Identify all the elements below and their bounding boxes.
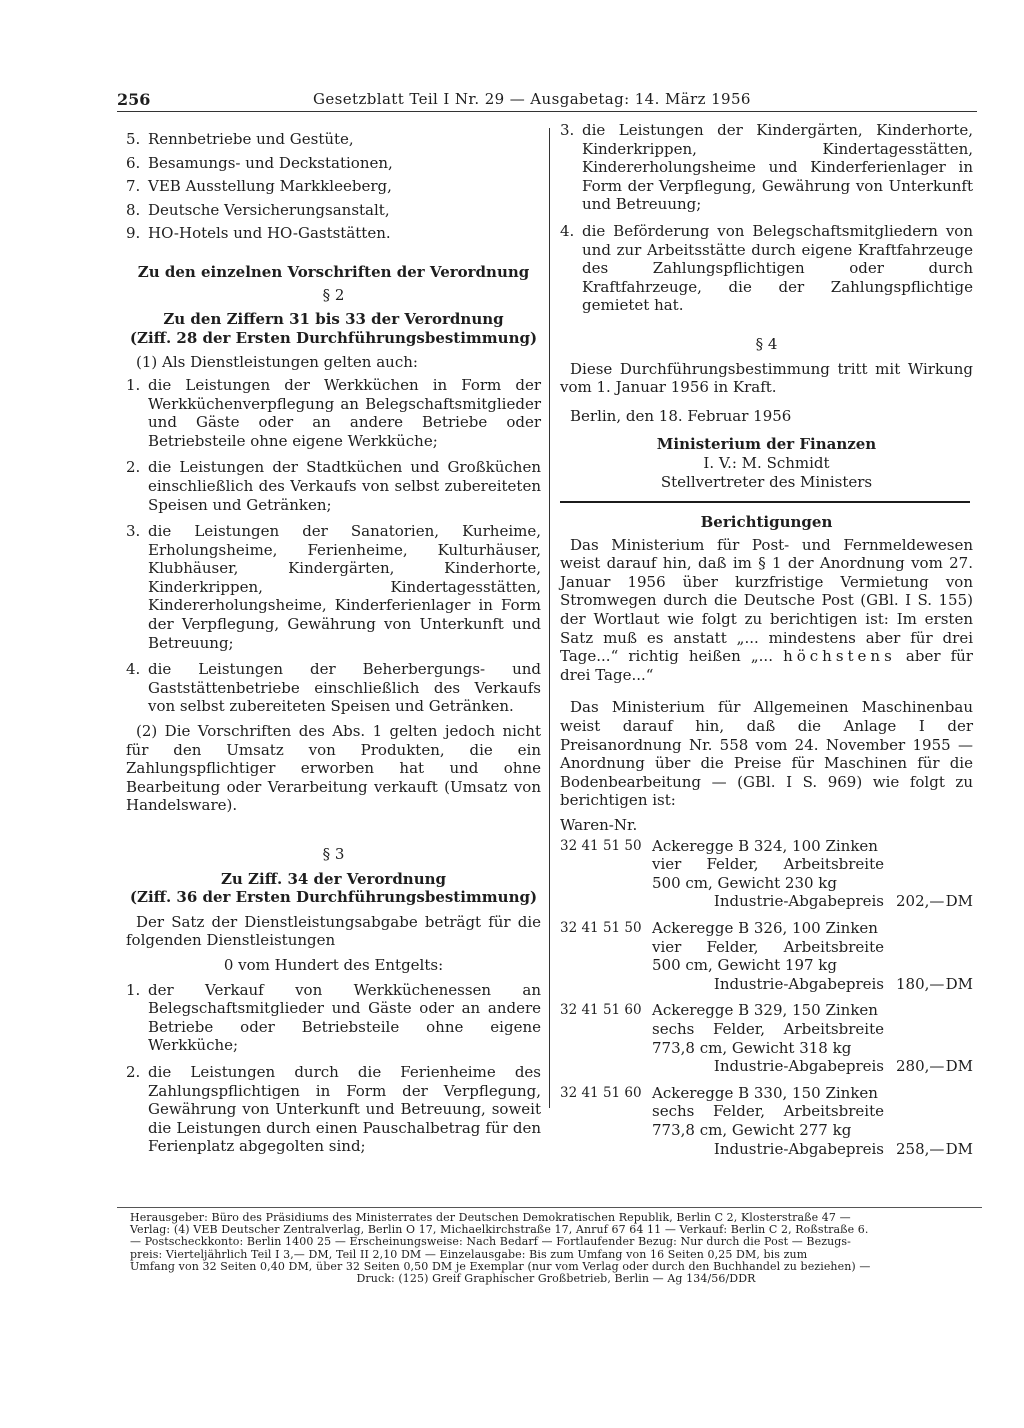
currency: DM (945, 892, 973, 911)
list-number: 3. (560, 121, 575, 139)
waren-nr-label: Waren-Nr. (560, 816, 638, 834)
list-item (560, 222, 973, 315)
price-value-row (884, 892, 973, 911)
publisher-footer (130, 1212, 982, 1285)
section-3-subtitle: (Ziff. 36 der Ersten Durchführungsbestimmung) (129, 888, 538, 907)
currency: DM (945, 974, 973, 993)
right-column (560, 121, 973, 1166)
list-item (126, 1063, 541, 1156)
footer-line: preis: Vierteljährlich Teil I 3,— DM, Teil II 2,10 DM — Einzelausgabe: Bis zum Umfang von 16 Seiten 0,25 DM, bis zum (130, 1247, 808, 1261)
waren-nr: 32 41 51 50 (560, 837, 642, 854)
correction-1 (560, 536, 973, 685)
list-item (126, 130, 541, 149)
section-3-rate: 0 vom Hundert des Entgelts: (223, 955, 444, 974)
list-number: 7. (126, 177, 141, 196)
list-text: die Leistungen der Beherbergungs- und Gaststättenbetriebe einschließlich des Verkaufs von selbst zubereiteten Speisen und Getränken. (148, 660, 541, 716)
correction-2: Das Ministerium für Allgemeinen Maschinenbau weist darauf hin, daß die Anlage I der Preisanordnung Nr. 558 vom 24. November 1955 — Anordnung über die Preise für Maschinen für die Bodenbearbeitung — (GBl. I S. 969) wie folgt zu berichtigen ist: (560, 698, 973, 810)
machine-size: 773,8 cm, Gewicht 277 kg (652, 1120, 852, 1139)
list-text: die Leistungen der Stadtküchen und Großküchen einschließlich des Verkaufs von selbst zubereiteten Speisen und Getränken; (148, 458, 541, 514)
price-entry (560, 919, 973, 993)
price-value-row (884, 1057, 973, 1076)
rate-list-continued (560, 121, 973, 315)
price-table (560, 837, 973, 1159)
price-entry (560, 837, 973, 911)
section-4-number: § 4 (755, 334, 778, 353)
spec-fields: Felder, (712, 1019, 765, 1038)
price-label: Industrie-Abgabepreis (713, 892, 884, 911)
footer-line: Verlag: (4) VEB Deutscher Zentralverlag, Berlin O 17, Michaelkirchstraße 17, Anruf 67 64 11 — Verkauf: Berlin C 2, Roßstraße 6. (130, 1223, 869, 1237)
header-title: Gesetzblatt Teil I Nr. 29 — Ausgabetag: 14. März 1956 (313, 90, 751, 108)
machine-size: 773,8 cm, Gewicht 318 kg (652, 1038, 852, 1057)
list-text: Rennbetriebe und Gestüte, (148, 130, 354, 148)
machine-name: Ackeregge B 324, 100 Zinken (652, 836, 878, 855)
machine-size: 500 cm, Gewicht 197 kg (652, 956, 838, 975)
list-number: 5. (126, 130, 141, 148)
section-2-title: Zu den Ziffern 31 bis 33 der Verordnung (163, 310, 504, 329)
spec-count: vier (652, 937, 682, 956)
section-2-para-1: (1) Als Dienstleistungen gelten auch: (136, 353, 418, 372)
place-date: Berlin, den 18. Februar 1956 (570, 406, 792, 425)
list-item (126, 224, 541, 243)
section-3-text: Der Satz der Dienstleistungsabgabe beträgt für die folgenden Dienstleistungen (126, 912, 541, 950)
price-cell (884, 919, 973, 993)
price-cell (884, 1001, 973, 1075)
list-text: die Leistungen der Kindergärten, Kinderhorte, Kinderkrippen, Kindertagesstätten, Kindererholungsheime und Kinderferienlager in Form der Verpflegung, Gewährung von Unterkunft und Betreuung; (582, 121, 973, 214)
footer-line: Umfang von 32 Seiten 0,40 DM, über 32 Seiten 0,50 DM je Exemplar (nur vom Verlag oder durch den Buchhandel zu beziehen) — (130, 1259, 871, 1273)
list-number: 9. (126, 224, 141, 243)
machine-spec (652, 1020, 884, 1039)
list-text: der Verkauf von Werkküchenessen an Belegschaftsmitglieder und Gäste oder an andere Betriebe oder Betriebsteile ohne eigene Werkküche; (148, 980, 541, 1055)
section-4-text: Diese Durchführungsbestimmung tritt mit Wirkung vom 1. Januar 1956 in Kraft. (560, 359, 973, 397)
signer: I. V.: M. Schmidt (703, 453, 830, 472)
list-item (126, 458, 541, 514)
spec-fields: Felder, (706, 937, 759, 956)
corrections-title: Berichtigungen (700, 513, 833, 532)
machine-size: 500 cm, Gewicht 230 kg (652, 873, 838, 892)
currency: DM (945, 1139, 973, 1158)
institution-list (126, 130, 541, 243)
currency: DM (945, 1057, 973, 1076)
list-number: 1. (126, 980, 141, 999)
section-3-title: Zu Ziff. 34 der Verordnung (220, 869, 447, 888)
price-cell (884, 1084, 973, 1158)
price-label: Industrie-Abgabepreis (713, 1057, 884, 1076)
list-text: die Leistungen durch die Ferienheime des Zahlungspflichtigen in Form der Verpflegung, Gewährung von Unterkunft und Betreuung, soweit die Leistungen durch einen Pauschalbetrag für den Ferienplatz abgegolten sind; (148, 1062, 541, 1156)
spec-width-label: Arbeitsbreite (783, 937, 884, 956)
machine-spec (652, 938, 884, 957)
price-entry (560, 1084, 973, 1158)
machine-description (652, 837, 884, 911)
footer-line: Herausgeber: Büro des Präsidiums des Ministerrates der Deutschen Demokratischen Republik, Berlin C 2, Klosterstraße 47 — (130, 1211, 851, 1224)
section-2-para-2: (2) Die Vorschriften des Abs. 1 gelten jedoch nicht für den Umsatz von Produkten, die ein Zahlungspflichtiger erworben hat und ohne Bearbeitung oder Verarbeitung verkauft (Umsatz von Handelsware). (126, 722, 541, 815)
spec-fields: Felder, (706, 855, 759, 874)
correction-1-text: Das Ministerium für Post- und Fernmeldewesen weist darauf hin, daß im § 1 der Anordnung vom 27. Januar 1956 über kurzfristige Vermietung von Stromwegen durch die Deutsche Post (GBl. I S. 155) der Wortlaut wie folgt zu berichtigen ist: Im ersten Satz muß es anstatt „... mindestens aber für drei Tage...“ richtig heißen „... (560, 535, 973, 666)
list-number: 4. (126, 660, 141, 679)
waren-nr: 32 41 51 60 (560, 1084, 642, 1101)
list-item (126, 981, 541, 1055)
section-2-subtitle: (Ziff. 28 der Ersten Durchführungsbestimmung) (129, 328, 538, 347)
price-value-row (884, 975, 973, 994)
section-2-number: § 2 (322, 285, 345, 304)
price-value: 180,— (896, 974, 945, 993)
list-number: 3. (126, 522, 141, 541)
waren-nr: 32 41 51 50 (560, 919, 642, 936)
list-number: 2. (126, 458, 141, 477)
list-item (126, 177, 541, 196)
list-text: Besamungs- und Deckstationen, (148, 153, 393, 172)
price-value: 202,— (896, 892, 945, 911)
waren-nr: 32 41 51 60 (560, 1002, 642, 1019)
footer-line: Druck: (125) Greif Graphischer Großbetrieb, Berlin — Ag 134/56/DDR (356, 1272, 756, 1286)
machine-name: Ackeregge B 329, 150 Zinken (652, 1001, 878, 1020)
page-number: 256 (117, 90, 151, 109)
footer-line: — Postscheckkonto: Berlin 1400 25 — Erscheinungsweise: Nach Bedarf — Fortlaufender Bezug: Nur durch die Post — Bezugs- (130, 1235, 851, 1249)
machine-spec (652, 1102, 884, 1121)
column-divider (549, 128, 550, 1108)
list-item (560, 121, 973, 214)
list-item (126, 154, 541, 173)
section-heading: Zu den einzelnen Vorschriften der Verordnung (137, 262, 530, 281)
ministry-name: Ministerium der Finanzen (656, 435, 877, 454)
list-text: die Beförderung von Belegschaftsmitgliedern von und zur Arbeitsstätte durch eigene Kraftfahrzeuge des Zahlungspflichtigen oder durch Kraftfahrzeuge, die der Zahlungspflichtige gemietet hat. (582, 221, 973, 315)
correction-1-end: aber für drei Tage...“ (560, 647, 973, 684)
spec-fields: Felder, (712, 1102, 765, 1121)
spec-count: sechs (652, 1102, 695, 1121)
price-value: 280,— (896, 1057, 945, 1076)
list-number: 8. (126, 200, 141, 219)
footer-rule (117, 1207, 982, 1208)
price-entry (560, 1001, 973, 1075)
spec-width-label: Arbeitsbreite (783, 1102, 884, 1121)
machine-description (652, 1084, 884, 1158)
machine-description (652, 1001, 884, 1075)
list-item (126, 660, 541, 716)
list-item (126, 522, 541, 652)
page-header (117, 90, 977, 110)
list-number: 6. (126, 153, 141, 172)
machine-name: Ackeregge B 326, 100 Zinken (652, 918, 878, 937)
price-value: 258,— (896, 1139, 945, 1158)
list-text: VEB Ausstellung Markkleeberg, (148, 177, 392, 196)
header-rule (117, 111, 977, 112)
list-number: 4. (560, 221, 575, 240)
section-rule (560, 501, 970, 503)
spec-count: vier (652, 855, 682, 874)
price-value-row (884, 1140, 973, 1159)
list-text: die Leistungen der Werkküchen in Form der Werkküchenverpflegung an Belegschaftsmitglieder und Gäste oder an andere Betriebe oder Betriebsteile ohne eigene Werkküche; (148, 375, 541, 450)
list-text: Deutsche Versicherungsanstalt, (148, 200, 390, 219)
signer-role: Stellvertreter des Ministers (660, 472, 873, 491)
machine-name: Ackeregge B 330, 150 Zinken (652, 1083, 878, 1102)
spec-width-label: Arbeitsbreite (783, 1019, 884, 1038)
machine-description (652, 919, 884, 993)
price-label: Industrie-Abgabepreis (713, 1139, 884, 1158)
list-item (126, 376, 541, 450)
list-text: die Leistungen der Sanatorien, Kurheime, Erholungsheime, Ferienheime, Kulturhäuser, Klubhäuser, Kindergärten, Kinderhorte, Kinderkrippen, Kindertagesstätten, Kindererholungsheime, Kinderferienlager in Form der Verpflegung, Gewährung von Unterkunft und Betreuung; (148, 522, 541, 652)
list-text: HO-Hotels und HO-Gaststätten. (148, 224, 391, 243)
price-label: Industrie-Abgabepreis (713, 974, 884, 993)
spec-count: sechs (652, 1019, 695, 1038)
correction-1-emphasis: höchstens (783, 647, 896, 666)
list-item (126, 201, 541, 220)
rate-list (126, 981, 541, 1156)
spec-width-label: Arbeitsbreite (783, 855, 884, 874)
list-number: 2. (126, 1062, 141, 1081)
section-3-number: § 3 (322, 845, 345, 863)
service-list (126, 376, 541, 716)
machine-spec (652, 855, 884, 874)
list-number: 1. (126, 375, 141, 394)
price-cell (884, 837, 973, 911)
left-column (126, 130, 541, 1156)
